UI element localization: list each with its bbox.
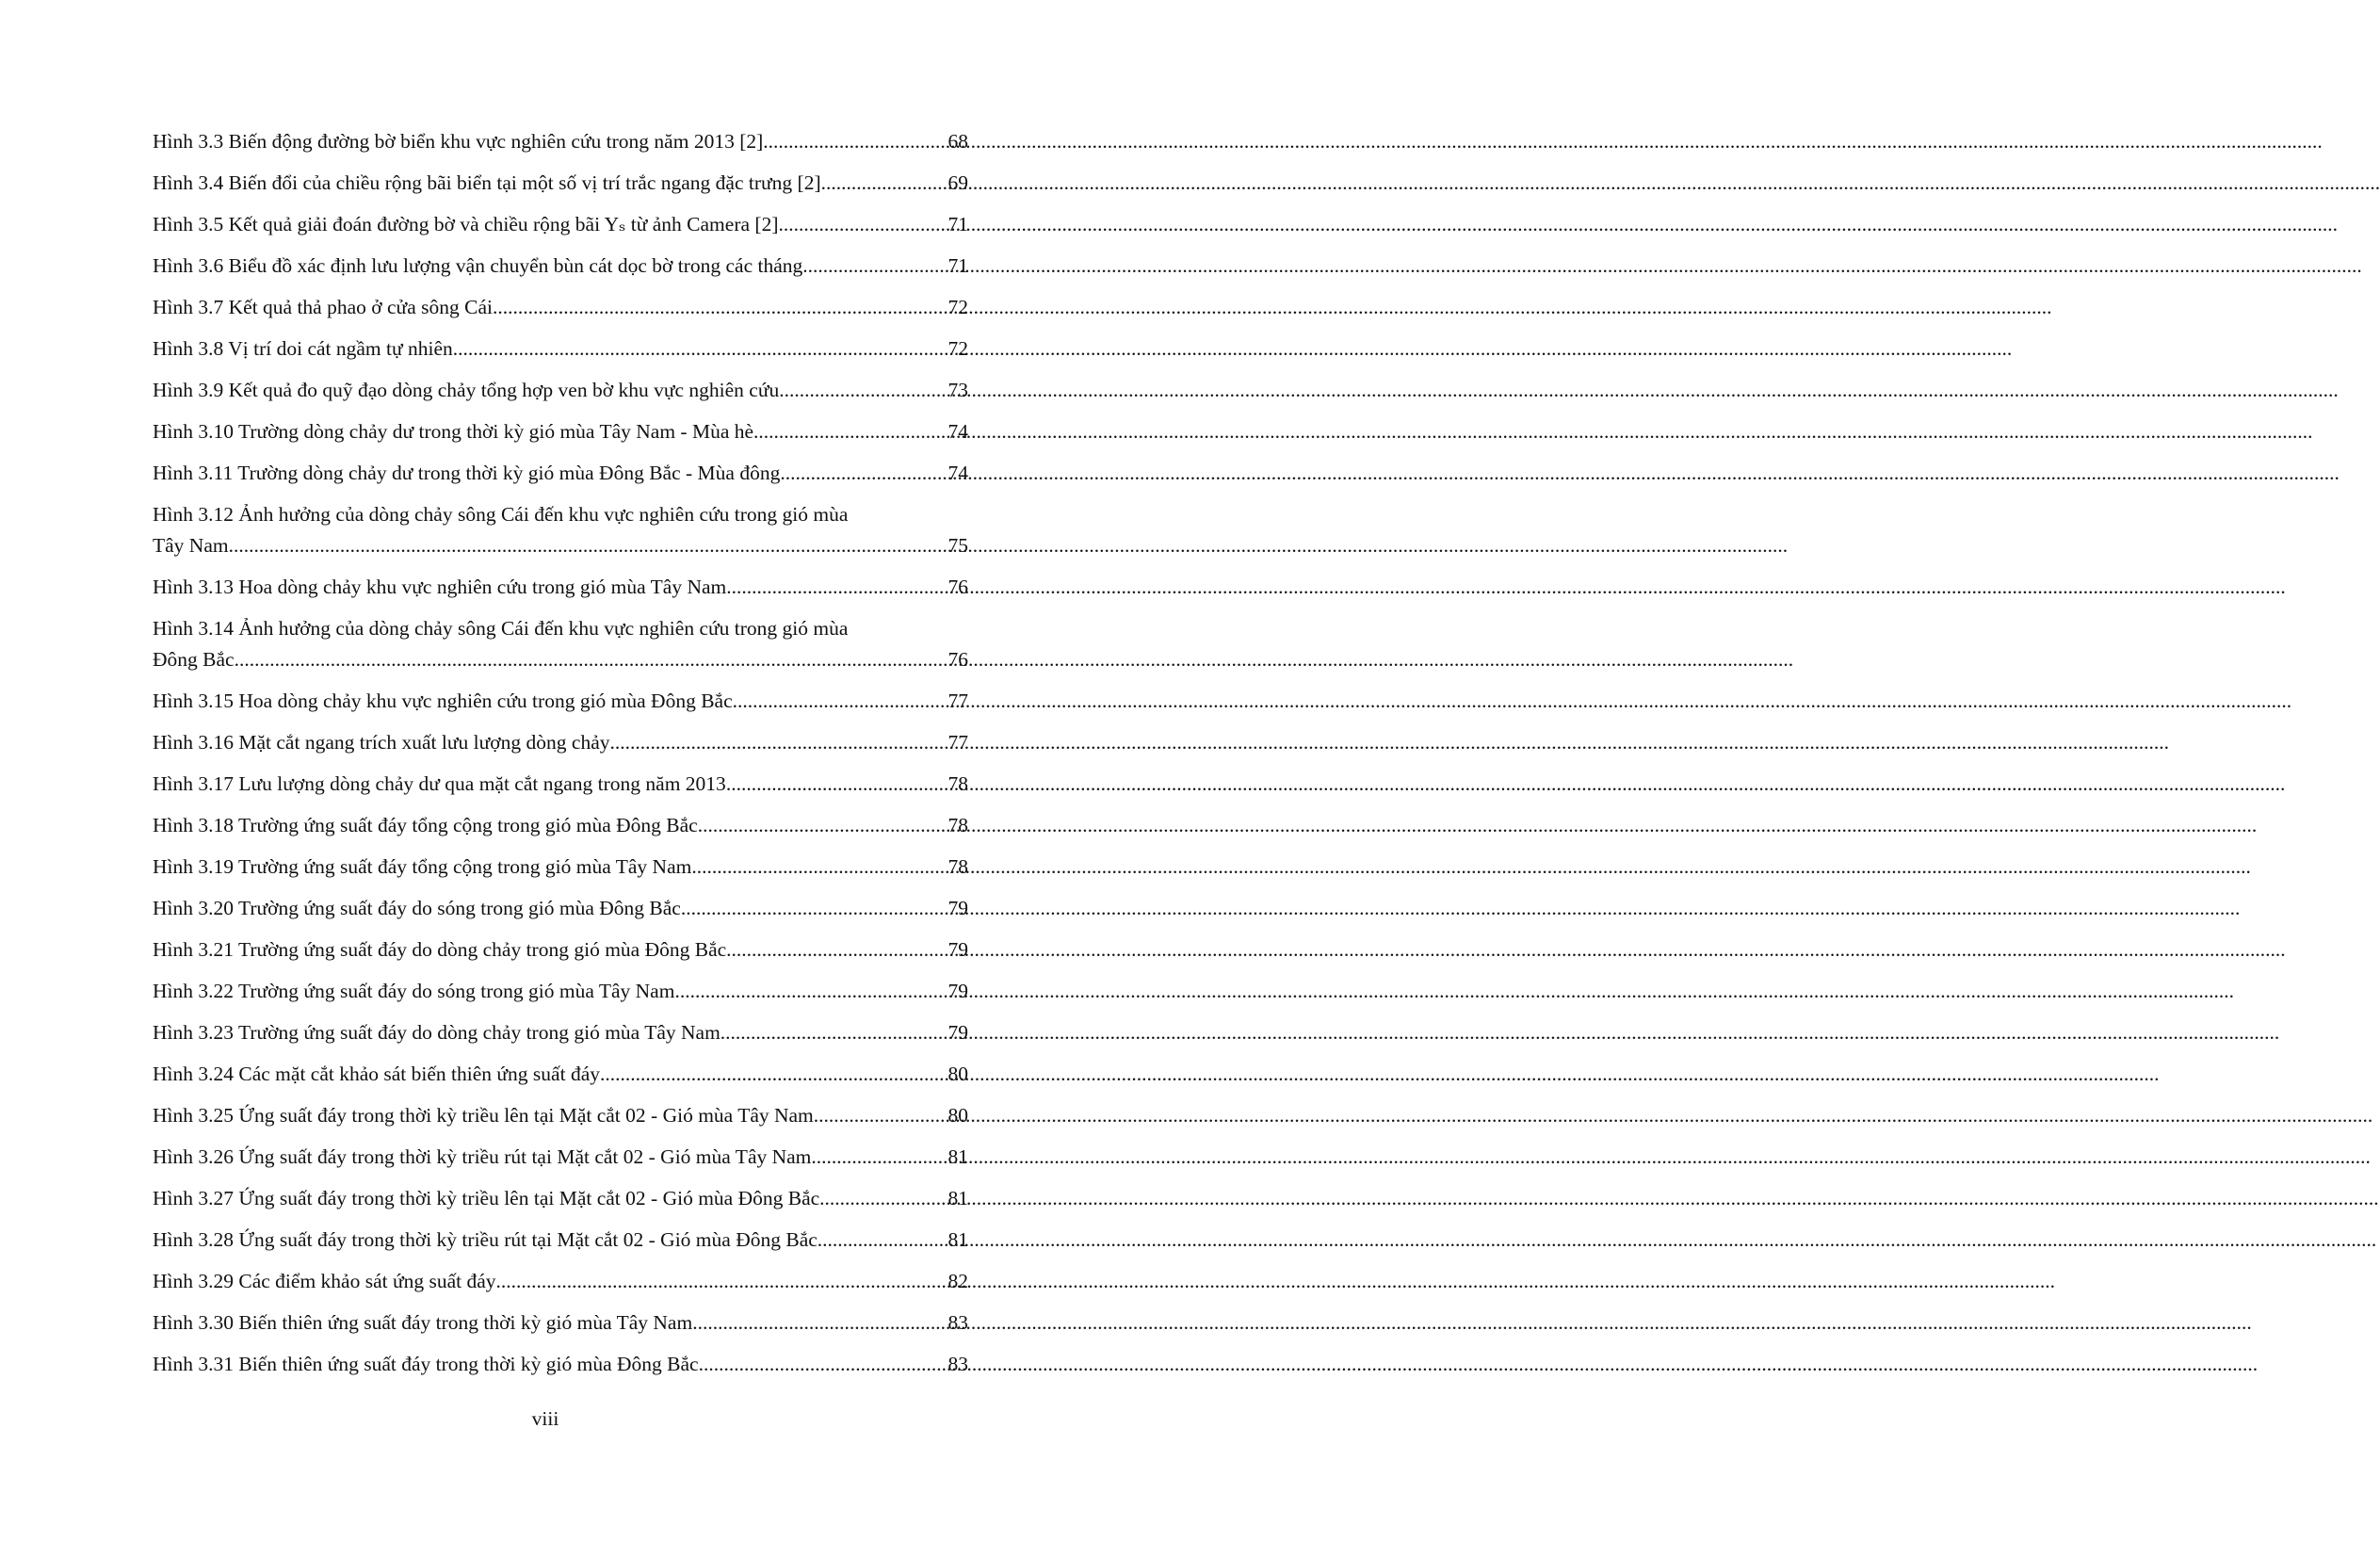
toc-entry[interactable] [153,572,968,603]
toc-entry[interactable] [153,686,968,717]
toc-entry-page-number: 78 [947,814,968,836]
dot-leader [493,292,947,323]
dot-leader [453,333,947,365]
toc-entry[interactable] [153,810,968,841]
dot-leader [779,375,947,406]
toc-entry[interactable] [153,1142,968,1173]
toc-entry-title: Hình 3.5 Kết quả giải đoán đường bờ và chiều rộng bãi Yₛ từ ảnh Camera [2] [153,213,779,235]
toc-entry-line [153,1183,968,1214]
document-page [0,0,1091,1542]
toc-entry-line [153,209,968,240]
dot-leader [698,810,947,841]
dot-leader [726,769,947,800]
toc-entry-page-number: 81 [947,1187,968,1209]
toc-entry[interactable] [153,769,968,800]
toc-entry[interactable] [153,1017,968,1048]
toc-entry-line [153,572,968,603]
toc-entry-page-number: 83 [947,1311,968,1334]
dot-leader [802,251,947,282]
toc-entry-line [153,810,968,841]
toc-entry-title: Hình 3.23 Trường ứng suất đáy do dòng chảy trong gió mùa Tây Nam [153,1021,720,1044]
toc-entry-title: Hình 3.16 Mặt cắt ngang trích xuất lưu lượng dòng chảy [153,731,610,754]
toc-entry[interactable] [153,416,968,447]
toc-entry-page-number: 78 [947,855,968,878]
toc-entry[interactable] [153,458,968,489]
dot-leader [496,1266,947,1297]
toc-entry-title: Hình 3.24 Các mặt cắt khảo sát biến thiên ứng suất đáy [153,1063,600,1085]
toc-entry-title: Hình 3.9 Kết quả đo quỹ đạo dòng chảy tổng hợp ven bờ khu vực nghiên cứu [153,379,780,401]
dot-leader [778,209,947,240]
toc-entry-page-number: 68 [947,130,968,153]
toc-entry[interactable] [153,292,968,323]
toc-entry-page-number: 81 [947,1228,968,1251]
toc-entry-title: Hình 3.18 Trường ứng suất đáy tổng cộng trong gió mùa Đông Bắc [153,814,698,836]
toc-entry-page-number: 76 [947,648,968,671]
toc-entry-title: Hình 3.7 Kết quả thả phao ở cửa sông Cái [153,296,493,318]
toc-entry[interactable] [153,499,968,561]
toc-entry-page-number: 72 [947,337,968,360]
toc-entry-title: Hình 3.6 Biểu đồ xác định lưu lượng vận chuyển bùn cát dọc bờ trong các tháng [153,254,803,277]
toc-entry[interactable] [153,1307,968,1339]
toc-entry-line [153,1100,968,1131]
toc-entry-title: Hình 3.11 Trường dòng chảy dư trong thời kỳ gió mùa Đông Bắc - Mùa đông [153,462,781,484]
toc-entry-line [153,1142,968,1173]
toc-entry[interactable] [153,1100,968,1131]
dot-leader [811,1142,947,1173]
toc-entry-title: Hình 3.22 Trường ứng suất đáy do sóng trong gió mùa Tây Nam [153,980,675,1002]
toc-entry-page-number: 80 [947,1104,968,1127]
toc-entry-line [153,852,968,883]
toc-entry-page-number: 74 [947,420,968,443]
toc-entry[interactable] [153,1225,968,1256]
toc-entry-title: Hình 3.8 Vị trí doi cát ngầm tự nhiên [153,337,453,360]
toc-entry[interactable] [153,976,968,1007]
toc-entry-title-continuation: Tây Nam [153,534,229,557]
toc-entry-title: Hình 3.31 Biến thiên ứng suất đáy trong thời kỳ gió mùa Đông Bắc [153,1353,699,1375]
toc-entry-title: Hình 3.26 Ứng suất đáy trong thời kỳ triều rút tại Mặt cắt 02 - Gió mùa Tây Nam [153,1145,812,1168]
toc-entry[interactable] [153,209,968,240]
toc-entry-page-number: 71 [947,254,968,277]
toc-entry[interactable] [153,126,968,157]
dot-leader [726,934,947,966]
toc-entry-line [153,375,968,406]
toc-entry-line [153,727,968,758]
dot-leader [763,126,947,157]
toc-entry-line [153,126,968,157]
toc-entry-line [153,333,968,365]
toc-entry-line [153,458,968,489]
toc-entry[interactable] [153,1349,968,1380]
toc-entry[interactable] [153,168,968,199]
toc-entry-title: Hình 3.14 Ảnh hưởng của dòng chảy sông Cái đến khu vực nghiên cứu trong gió mùa [153,617,849,640]
dot-leader [819,1183,947,1214]
toc-entry-page-number: 73 [947,379,968,401]
toc-entry-page-number: 74 [947,462,968,484]
toc-entry[interactable] [153,613,968,675]
toc-entry-title: Hình 3.30 Biến thiên ứng suất đáy trong thời kỳ gió mùa Tây Nam [153,1311,693,1334]
toc-entry-line [153,292,968,323]
toc-entry-page-number: 77 [947,690,968,712]
toc-entry-page-number: 69 [947,171,968,194]
toc-entry[interactable] [153,251,968,282]
dot-leader [814,1100,947,1131]
toc-entry-page-number: 81 [947,1145,968,1168]
toc-entry-title: Hình 3.10 Trường dòng chảy dư trong thời kỳ gió mùa Tây Nam - Mùa hè [153,420,754,443]
toc-entry-title: Hình 3.29 Các điểm khảo sát ứng suất đáy [153,1270,496,1292]
toc-entry-title: Hình 3.25 Ứng suất đáy trong thời kỳ triều lên tại Mặt cắt 02 - Gió mùa Tây Nam [153,1104,814,1127]
toc-entry-line [153,1059,968,1090]
toc-entry-page-number: 79 [947,980,968,1002]
page-number: viii [531,1407,559,1430]
toc-entry-page-number: 75 [947,534,968,557]
dot-leader [692,1307,947,1339]
toc-entry-line [153,168,968,199]
dot-leader [720,1017,947,1048]
toc-entry[interactable] [153,375,968,406]
toc-entry-title: Hình 3.15 Hoa dòng chảy khu vực nghiên cứu trong gió mùa Đông Bắc [153,690,733,712]
toc-entry[interactable] [153,1183,968,1214]
toc-entry-title: Hình 3.13 Hoa dòng chảy khu vực nghiên cứu trong gió mùa Tây Nam [153,576,727,598]
toc-entry-title: Hình 3.27 Ứng suất đáy trong thời kỳ triều lên tại Mặt cắt 02 - Gió mùa Đông Bắc [153,1187,820,1209]
toc-entry-line [153,416,968,447]
dot-leader [818,1225,947,1256]
toc-entry[interactable] [153,1266,968,1297]
toc-entry-title: Hình 3.3 Biến động đường bờ biển khu vực nghiên cứu trong năm 2013 [2] [153,130,764,153]
toc-entry-title: Hình 3.12 Ảnh hưởng của dòng chảy sông Cái đến khu vực nghiên cứu trong gió mùa [153,503,849,526]
toc-entry-title: Hình 3.17 Lưu lượng dòng chảy dư qua mặt cắt ngang trong năm 2013 [153,772,726,795]
toc-entry-page-number: 72 [947,296,968,318]
dot-leader [753,416,947,447]
dot-leader [691,852,947,883]
dot-leader [600,1059,947,1090]
toc-entry-line [153,893,968,924]
toc-entry-title: Hình 3.20 Trường ứng suất đáy do sóng trong gió mùa Đông Bắc [153,897,681,919]
toc-entry-line [153,1225,968,1256]
toc-entry-page-number: 82 [947,1270,968,1292]
toc-entry-page-number: 80 [947,1063,968,1085]
toc-entry-line [153,251,968,282]
toc-entry-title-continuation: Đông Bắc [153,648,235,671]
toc-entry-line [153,1266,968,1297]
toc-entry-line [153,769,968,800]
toc-entry-line [153,934,968,966]
toc-entry[interactable] [153,852,968,883]
toc-entry-page-number: 79 [947,1021,968,1044]
toc-entry-title: Hình 3.4 Biến đổi của chiều rộng bãi biển tại một số vị trí trắc ngang đặc trưng [2] [153,171,821,194]
toc-entry[interactable] [153,893,968,924]
toc-entry[interactable] [153,727,968,758]
toc-entry-page-number: 79 [947,897,968,919]
toc-entry[interactable] [153,333,968,365]
toc-entry-title: Hình 3.28 Ứng suất đáy trong thời kỳ triều rút tại Mặt cắt 02 - Gió mùa Đông Bắc [153,1228,818,1251]
toc-entry-title: Hình 3.19 Trường ứng suất đáy tổng cộng trong gió mùa Tây Nam [153,855,692,878]
toc-entry-page-number: 83 [947,1353,968,1375]
toc-entry-line [153,644,968,675]
dot-leader [699,1349,947,1380]
dot-leader [726,572,947,603]
toc-entry-line [153,530,968,561]
toc-entry-title: Hình 3.21 Trường ứng suất đáy do dòng chảy trong gió mùa Đông Bắc [153,938,727,961]
toc-entry-line [153,1017,968,1048]
toc-entry-page-number: 71 [947,213,968,235]
toc-entry[interactable] [153,934,968,966]
dot-leader [674,976,947,1007]
toc-entry-line [153,1307,968,1339]
toc-entry-page-number: 77 [947,731,968,754]
toc-entry-page-number: 78 [947,772,968,795]
dot-leader [733,686,947,717]
dot-leader [609,727,947,758]
dot-leader [681,893,947,924]
toc-entry-page-number: 79 [947,938,968,961]
dot-leader [780,458,947,489]
toc-entry-line [153,976,968,1007]
dot-leader [229,530,947,561]
toc-entry-page-number: 76 [947,576,968,598]
toc-entry-line [153,686,968,717]
dot-leader [235,644,947,675]
toc-entry-line [153,1349,968,1380]
toc-entry[interactable] [153,1059,968,1090]
list-of-figures [153,126,968,1390]
dot-leader [821,168,947,199]
